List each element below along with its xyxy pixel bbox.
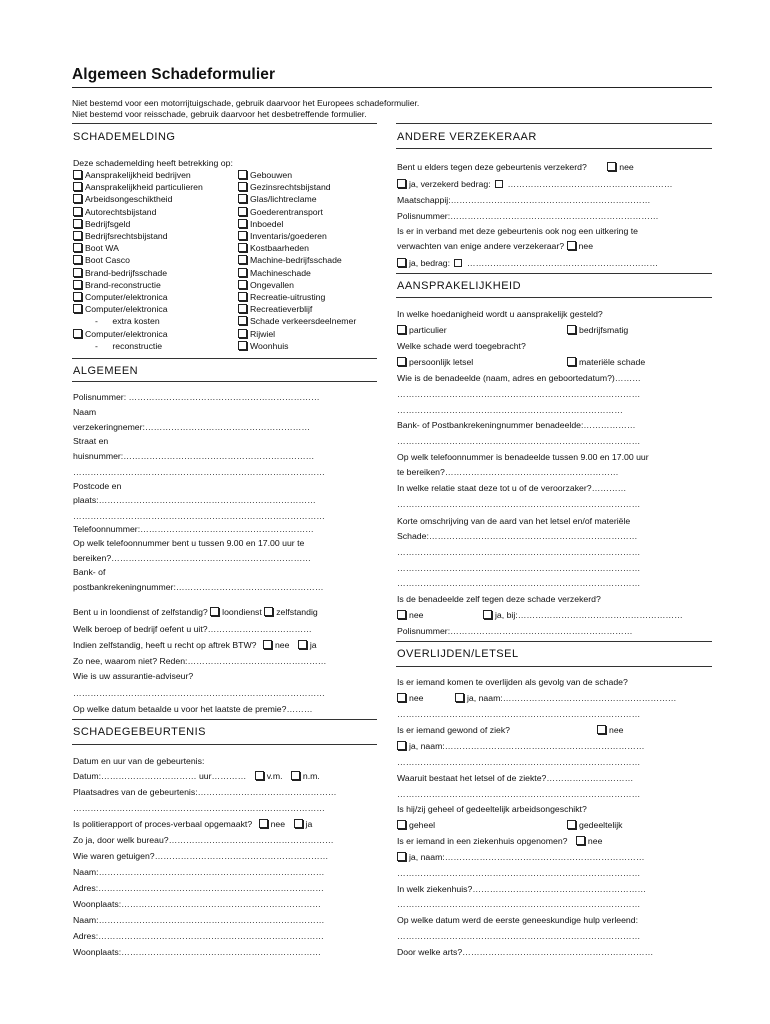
- zelfstandig-checkbox[interactable]: [264, 607, 273, 616]
- category-item: [73, 304, 168, 314]
- materiele-option: [567, 357, 645, 367]
- geheel-option: [397, 820, 435, 830]
- category-label: Arbeidsongeschiktheid: [85, 194, 173, 205]
- overlijden-line[interactable]: …………………………………………………………………………: [397, 709, 641, 719]
- bedrijfsmatig-label: bedrijfsmatig: [579, 325, 629, 335]
- geheel-label: geheel: [409, 820, 436, 830]
- section-rule: [72, 719, 377, 720]
- algemeen-field: Bank- of: [73, 567, 106, 577]
- algemeen-field[interactable]: ……………………………………………………………………………: [73, 511, 325, 521]
- section-heading-algemeen: ALGEMEEN: [73, 365, 139, 377]
- vm-checkbox[interactable]: [255, 771, 264, 780]
- gedeeltelijk-option: [567, 820, 622, 830]
- category-item: [95, 316, 160, 326]
- btw-label: Indien zelfstandig, heeft u recht op aftrek BTW?: [73, 640, 257, 650]
- category-checkbox[interactable]: [73, 194, 82, 203]
- nee-label: nee: [609, 725, 624, 735]
- overlijden-nee-option: [397, 693, 424, 703]
- getuige-woonplaats-field[interactable]: Woonplaats:……………………………………………………………: [73, 899, 321, 909]
- bedrag-field[interactable]: …………………………………………………………: [466, 258, 659, 268]
- category-checkbox[interactable]: [238, 341, 247, 350]
- materiele-checkbox[interactable]: [567, 357, 576, 366]
- bank-line[interactable]: …………………………………………………………………………: [397, 436, 641, 446]
- category-checkbox[interactable]: [238, 329, 247, 338]
- beroep-field[interactable]: Welk beroep of bedrijf oefent u uit?………………………………: [73, 624, 312, 634]
- category-item: [73, 182, 203, 192]
- bank-field[interactable]: Bank- of Postbankrekeningnummer benadeelde:………………: [397, 420, 636, 430]
- category-checkbox[interactable]: [238, 304, 247, 313]
- category-label: Computer/elektronica: [85, 328, 168, 339]
- ziekenhuis-line[interactable]: …………………………………………………………………………: [397, 868, 641, 878]
- nee-label: nee: [587, 836, 603, 846]
- algemeen-field[interactable]: Telefoonnummer:……………………………………………………: [73, 524, 314, 534]
- uitkering-ja-row: [397, 258, 658, 268]
- section-rule: [396, 641, 712, 642]
- category-item: [238, 207, 323, 217]
- category-item: [238, 329, 275, 339]
- adviseur-label: Wie is uw assurantie-adviseur?: [73, 671, 194, 681]
- ja-naam-field[interactable]: ja, naam:……………………………………………………………: [409, 852, 645, 862]
- category-label: Boot Casco: [85, 255, 130, 266]
- category-checkbox[interactable]: [238, 280, 247, 289]
- plaatsadres-field[interactable]: Plaatsadres van de gebeurtenis:…………………………………………: [73, 787, 337, 797]
- ziekenhuis-question: [397, 836, 602, 846]
- uitkering-question: Is er in verband met deze gebeurtenis ook nog een uitkering te: [397, 226, 638, 236]
- plaatsadres-line[interactable]: ……………………………………………………………………………: [73, 803, 325, 813]
- intro-line-2: Niet bestemd voor reisschade, gebruik daarvoor het desbetreffende formulier.: [72, 109, 367, 119]
- overlijden-ja-checkbox[interactable]: [455, 693, 464, 702]
- category-checkbox[interactable]: [73, 243, 82, 252]
- btw-nee-checkbox[interactable]: [263, 640, 272, 649]
- ja-bedrag-label: ja, verzekerd bedrag:: [409, 179, 491, 189]
- elders-nee-checkbox[interactable]: [607, 162, 616, 171]
- welk-ziekenhuis-line[interactable]: …………………………………………………………………………: [397, 899, 641, 909]
- category-label: Autorechtsbijstand: [85, 206, 157, 217]
- ja-naam-field[interactable]: ja, naam:……………………………………………………: [467, 693, 677, 703]
- benadeelde-line[interactable]: ……………………………………………………………………: [397, 405, 623, 415]
- category-item: [73, 219, 130, 229]
- category-item: [238, 341, 288, 351]
- section-rule: [396, 148, 712, 149]
- algemeen-field[interactable]: verzekeringnemer:…………………………………………………: [73, 422, 311, 432]
- ja-bedrag-label: ja, bedrag:: [409, 258, 451, 268]
- nee-label: nee: [578, 241, 594, 251]
- gewond-nee-option: [597, 725, 624, 735]
- algemeen-field: Naam: [73, 407, 97, 417]
- loondienst-checkbox[interactable]: [210, 607, 219, 616]
- polisnummer-field[interactable]: Polisnummer:………………………………………………………………: [397, 211, 659, 221]
- category-label: Aansprakelijkheid particulieren: [85, 182, 203, 193]
- category-checkbox[interactable]: [73, 207, 82, 216]
- bedrag-field[interactable]: …………………………………………………: [507, 179, 673, 189]
- category-item: [73, 170, 191, 180]
- category-checkbox[interactable]: [73, 255, 82, 264]
- omschrijving-line[interactable]: …………………………………………………………………………: [397, 547, 641, 557]
- title-rule: [72, 87, 712, 88]
- section-rule: [72, 744, 377, 745]
- ziekenhuis-ja-checkbox[interactable]: [397, 852, 406, 861]
- category-label: Machineschade: [250, 267, 311, 278]
- gewond-question: Is er iemand gewond of ziek?: [397, 725, 511, 735]
- maatschappij-field[interactable]: Maatschappij:……………………………………………………………: [397, 195, 651, 205]
- category-checkbox[interactable]: [238, 182, 247, 191]
- persoonlijk-label: persoonlijk letsel: [409, 357, 474, 367]
- category-label: Bedrijfsrechtsbijstand: [85, 231, 168, 241]
- pv-nee-checkbox[interactable]: [259, 819, 268, 828]
- category-label: Ongevallen: [250, 279, 294, 290]
- gedeeltelijk-checkbox[interactable]: [567, 820, 576, 829]
- datum-field[interactable]: Datum:…………………………… uur…………: [73, 771, 247, 781]
- category-item: [73, 329, 168, 339]
- uitkering-ja-checkbox[interactable]: [397, 258, 406, 267]
- category-item: [238, 194, 317, 204]
- relatie-field[interactable]: In welke relatie staat deze tot u of de veroorzaker?…………: [397, 483, 627, 493]
- vm-label: v.m.: [266, 771, 283, 781]
- algemeen-field: Postcode en: [73, 481, 122, 491]
- category-checkbox[interactable]: [73, 219, 82, 228]
- section-heading-schadegebeurtenis: SCHADEGEBEURTENIS: [73, 726, 206, 738]
- bureau-field[interactable]: Zo ja, door welk bureau?…………………………………………………: [73, 835, 334, 845]
- ja-bij-field[interactable]: ja, bij:…………………………………………………: [495, 610, 683, 620]
- zelfstandig-label: Bent u in loondienst of zelfstandig?: [73, 607, 208, 617]
- benadeelde-polisnummer-field[interactable]: Polisnummer:………………………………………………………: [397, 626, 633, 636]
- category-item: [73, 231, 168, 241]
- section-heading-overlijden: OVERLIJDEN/LETSEL: [397, 648, 519, 660]
- bedrijfsmatig-option: [567, 325, 628, 335]
- getuige-naam-field[interactable]: Naam:……………………………………………………………………: [73, 867, 325, 877]
- section-rule: [72, 381, 377, 382]
- category-item: [73, 292, 168, 302]
- benadeelde-field[interactable]: Wie is de benadeelde (naam, adres en geboortedatum?)………: [397, 373, 641, 383]
- arts-field[interactable]: Door welke arts?…………………………………………………………: [397, 947, 654, 957]
- elders-ja-row: [397, 179, 673, 189]
- section-rule: [72, 358, 377, 359]
- overlijden-ja-option: [455, 693, 676, 703]
- omschrijving-field[interactable]: Schade:………………………………………………………………: [397, 531, 638, 541]
- category-item: [73, 207, 156, 217]
- btw-question: [73, 640, 317, 650]
- verzekerd-ja-checkbox[interactable]: [483, 610, 492, 619]
- gewond-ja-checkbox[interactable]: [397, 741, 406, 750]
- zelfstandig-option-label: zelfstandig: [276, 607, 318, 617]
- category-item: [238, 304, 312, 314]
- category-checkbox[interactable]: [238, 194, 247, 203]
- algemeen-field[interactable]: Polisnummer: …………………………………………………………: [73, 392, 320, 402]
- category-label: Rijwiel: [250, 328, 276, 339]
- category-checkbox[interactable]: [238, 243, 247, 252]
- algemeen-field[interactable]: ……………………………………………………………………………: [73, 467, 325, 477]
- category-checkbox[interactable]: [73, 292, 82, 301]
- category-checkbox[interactable]: [73, 231, 82, 240]
- section-heading-andere-verzekeraar: ANDERE VERZEKERAAR: [397, 131, 537, 143]
- uitkering-nee-checkbox[interactable]: [567, 241, 576, 250]
- category-checkbox[interactable]: [73, 170, 82, 179]
- geheel-checkbox[interactable]: [397, 820, 406, 829]
- category-item: [238, 316, 356, 326]
- category-checkbox[interactable]: [73, 329, 82, 338]
- nee-label: nee: [274, 640, 290, 650]
- category-checkbox[interactable]: [73, 182, 82, 191]
- telefoon-field[interactable]: te bereiken?……………………………………………………: [397, 467, 619, 477]
- category-checkbox[interactable]: [238, 316, 247, 325]
- pv-label: Is politierapport of proces-verbaal opgemaakt?: [73, 819, 253, 829]
- category-label: Gebouwen: [250, 170, 293, 180]
- schade-question: Welke schade werd toegebracht?: [397, 341, 526, 351]
- category-label: Machine-bedrijfsschade: [250, 255, 342, 266]
- hulp-datum-question: Op welke datum werd de eerste geneeskundige hulp verleend:: [397, 915, 638, 925]
- category-checkbox[interactable]: [238, 170, 247, 179]
- algemeen-field: Straat en: [73, 436, 109, 446]
- category-label: Bedrijfsgeld: [85, 218, 131, 229]
- algemeen-field: Op welk telefoonnummer bent u tussen 9.00 en 17.00 uur te: [73, 538, 305, 548]
- overlijden-nee-checkbox[interactable]: [397, 693, 406, 702]
- elders-label: Bent u elders tegen deze gebeurtenis verzekerd?: [397, 162, 587, 172]
- square-box: [495, 180, 503, 188]
- category-item: [238, 268, 311, 278]
- section-heading-aansprakelijkheid: AANSPRAKELIJKHEID: [397, 280, 522, 292]
- getuige-adres-field[interactable]: Adres:……………………………………………………………………: [73, 883, 324, 893]
- welk-ziekenhuis-field[interactable]: In welk ziekenhuis?……………………………………………………: [397, 884, 647, 894]
- ja-label: ja: [309, 640, 317, 650]
- uitkering-label: verwachten van enige andere verzekeraar?: [397, 241, 565, 251]
- datum-question: Datum en uur van de gebeurtenis:: [73, 756, 205, 766]
- category-item: [238, 170, 292, 180]
- ja-naam-field[interactable]: ja, naam:……………………………………………………………: [409, 741, 645, 751]
- nee-label: nee: [409, 610, 424, 620]
- premie-field[interactable]: Op welke datum betaalde u voor het laatste de premie?………: [73, 704, 313, 714]
- verzekerd-nee-checkbox[interactable]: [397, 610, 406, 619]
- omschrijving-line[interactable]: …………………………………………………………………………: [397, 578, 641, 588]
- nee-label: nee: [409, 693, 424, 703]
- category-item: [73, 268, 167, 278]
- category-item: [73, 243, 119, 253]
- ja-label: ja: [305, 819, 313, 829]
- section-rule: [396, 297, 712, 298]
- category-label: Inventaris/goederen: [250, 231, 327, 241]
- algemeen-field[interactable]: huisnummer:…………………………………………………………: [73, 451, 315, 461]
- hoedanigheid-question: In welke hoedanigheid wordt u aansprakelijk gesteld?: [397, 309, 603, 319]
- particulier-checkbox[interactable]: [397, 325, 406, 334]
- section-heading-schademelding: SCHADEMELDING: [73, 131, 176, 143]
- category-label: Inboedel: [250, 218, 284, 229]
- category-label: Brand-reconstructie: [85, 279, 161, 290]
- ziekenhuis-ja-option: [397, 852, 645, 862]
- persoonlijk-option: [397, 357, 473, 367]
- category-checkbox[interactable]: [73, 280, 82, 289]
- gewond-nee-checkbox[interactable]: [597, 725, 606, 734]
- intro-line-1: Niet bestemd voor een motorrijtuigschade, gebruik daarvoor het Europees schadeformulier.: [72, 98, 420, 108]
- elders-ja-checkbox[interactable]: [397, 179, 406, 188]
- adviseur-field[interactable]: ……………………………………………………………………………: [73, 688, 325, 698]
- verzekerd-ja-option: [483, 610, 683, 620]
- category-checkbox[interactable]: [238, 219, 247, 228]
- getuige-adres-field[interactable]: Adres:……………………………………………………………………: [73, 931, 324, 941]
- category-label: Boot WA: [85, 243, 119, 254]
- verzekerd-nee-option: [397, 610, 424, 620]
- category-item: [73, 255, 130, 265]
- category-checkbox[interactable]: [73, 268, 82, 277]
- category-label: Aansprakelijkheid bedrijven: [85, 170, 191, 180]
- uitkering-question-2: [397, 241, 593, 251]
- omschrijving-question: Korte omschrijving van de aard van het letsel en/of materiële: [397, 516, 631, 526]
- category-checkbox[interactable]: [238, 207, 247, 216]
- section-rule: [72, 123, 377, 124]
- category-checkbox[interactable]: [238, 268, 247, 277]
- getuige-naam-field[interactable]: Naam:……………………………………………………………………: [73, 915, 325, 925]
- letsel-field[interactable]: Waaruit bestaat het letsel of de ziekte?…………………………: [397, 773, 634, 783]
- category-label: Gezinsrechtsbijstand: [250, 182, 331, 193]
- relatie-line[interactable]: …………………………………………………………………………: [397, 499, 641, 509]
- category-label: Glas/lichtreclame: [250, 194, 317, 205]
- omschrijving-line[interactable]: …………………………………………………………………………: [397, 563, 641, 573]
- category-item: [238, 243, 309, 253]
- category-label: - reconstructie: [95, 340, 163, 351]
- loondienst-label: loondienst: [222, 607, 262, 617]
- category-item: [95, 341, 162, 351]
- bedrijfsmatig-checkbox[interactable]: [567, 325, 576, 334]
- category-item: [238, 292, 325, 302]
- gewond-ja-option: [397, 741, 645, 751]
- algemeen-field[interactable]: plaats:…………………………………………………………………: [73, 495, 316, 505]
- persoonlijk-checkbox[interactable]: [397, 357, 406, 366]
- telefoon-question: Op welk telefoonnummer is benadeelde tussen 9.00 en 17.00 uur: [397, 452, 649, 462]
- category-label: Woonhuis: [250, 340, 289, 351]
- category-checkbox[interactable]: [238, 292, 247, 301]
- arbeidsongeschikt-question: Is hij/zij geheel of gedeeltelijk arbeidsongeschikt?: [397, 804, 587, 814]
- pv-ja-checkbox[interactable]: [294, 819, 303, 828]
- algemeen-field[interactable]: postbankrekeningnummer:……………………………………………: [73, 582, 324, 592]
- zelfstandig-question: [73, 607, 318, 617]
- square-box: [454, 259, 462, 267]
- category-item: [73, 194, 172, 204]
- getuige-woonplaats-field[interactable]: Woonplaats:……………………………………………………………: [73, 947, 321, 957]
- schademelding-intro: Deze schademelding heeft betrekking op:: [73, 158, 233, 168]
- category-checkbox[interactable]: [73, 304, 82, 313]
- nm-checkbox[interactable]: [291, 771, 300, 780]
- ziekenhuis-label: Is er iemand in een ziekenhuis opgenomen?: [397, 836, 568, 846]
- datum-row: [73, 771, 320, 781]
- section-rule: [396, 123, 712, 124]
- ziekenhuis-nee-checkbox[interactable]: [576, 836, 585, 845]
- algemeen-field[interactable]: bereiken?……………………………………………………………: [73, 553, 311, 563]
- page-title: Algemeen Schadeformulier: [72, 66, 276, 83]
- materiele-label: materiële schade: [579, 357, 646, 367]
- category-item: [238, 182, 331, 192]
- category-label: Recreatieverblijf: [250, 304, 313, 315]
- section-rule: [396, 666, 712, 667]
- nm-label: n.m.: [302, 771, 320, 781]
- benadeelde-line[interactable]: …………………………………………………………………………: [397, 389, 641, 399]
- category-item: [238, 255, 342, 265]
- category-label: Goederentransport: [250, 206, 323, 217]
- reden-field[interactable]: Zo nee, waarom niet? Reden:…………………………………………: [73, 656, 327, 666]
- category-checkbox[interactable]: [238, 255, 247, 264]
- gewond-line[interactable]: …………………………………………………………………………: [397, 757, 641, 767]
- hulp-datum-field[interactable]: …………………………………………………………………………: [397, 931, 641, 941]
- category-label: Recreatie-uitrusting: [250, 292, 326, 302]
- particulier-label: particulier: [409, 325, 447, 335]
- nee-label: nee: [270, 819, 286, 829]
- category-label: Computer/elektronica: [85, 304, 168, 315]
- category-label: Kostbaarheden: [250, 243, 309, 254]
- pv-question: [73, 819, 312, 829]
- category-item: [238, 231, 327, 241]
- category-label: Schade verkeersdeelnemer: [250, 316, 357, 327]
- section-rule: [396, 273, 712, 274]
- btw-ja-checkbox[interactable]: [298, 640, 307, 649]
- category-item: [238, 280, 294, 290]
- category-item: [73, 280, 161, 290]
- getuigen-field[interactable]: Wie waren getuigen?……………………………………………………: [73, 851, 329, 861]
- category-label: Computer/elektronica: [85, 292, 168, 302]
- elders-question: [397, 162, 634, 172]
- category-checkbox[interactable]: [238, 231, 247, 240]
- overlijden-question: Is er iemand komen te overlijden als gevolg van de schade?: [397, 677, 628, 687]
- verzekerd-question: Is de benadeelde zelf tegen deze schade verzekerd?: [397, 594, 601, 604]
- letsel-line[interactable]: …………………………………………………………………………: [397, 789, 641, 799]
- nee-label: nee: [619, 162, 634, 172]
- gedeeltelijk-label: gedeeltelijk: [579, 820, 623, 830]
- category-label: Brand-bedrijfsschade: [85, 267, 168, 278]
- category-item: [238, 219, 283, 229]
- category-label: - extra kosten: [95, 316, 160, 327]
- particulier-option: [397, 325, 447, 335]
